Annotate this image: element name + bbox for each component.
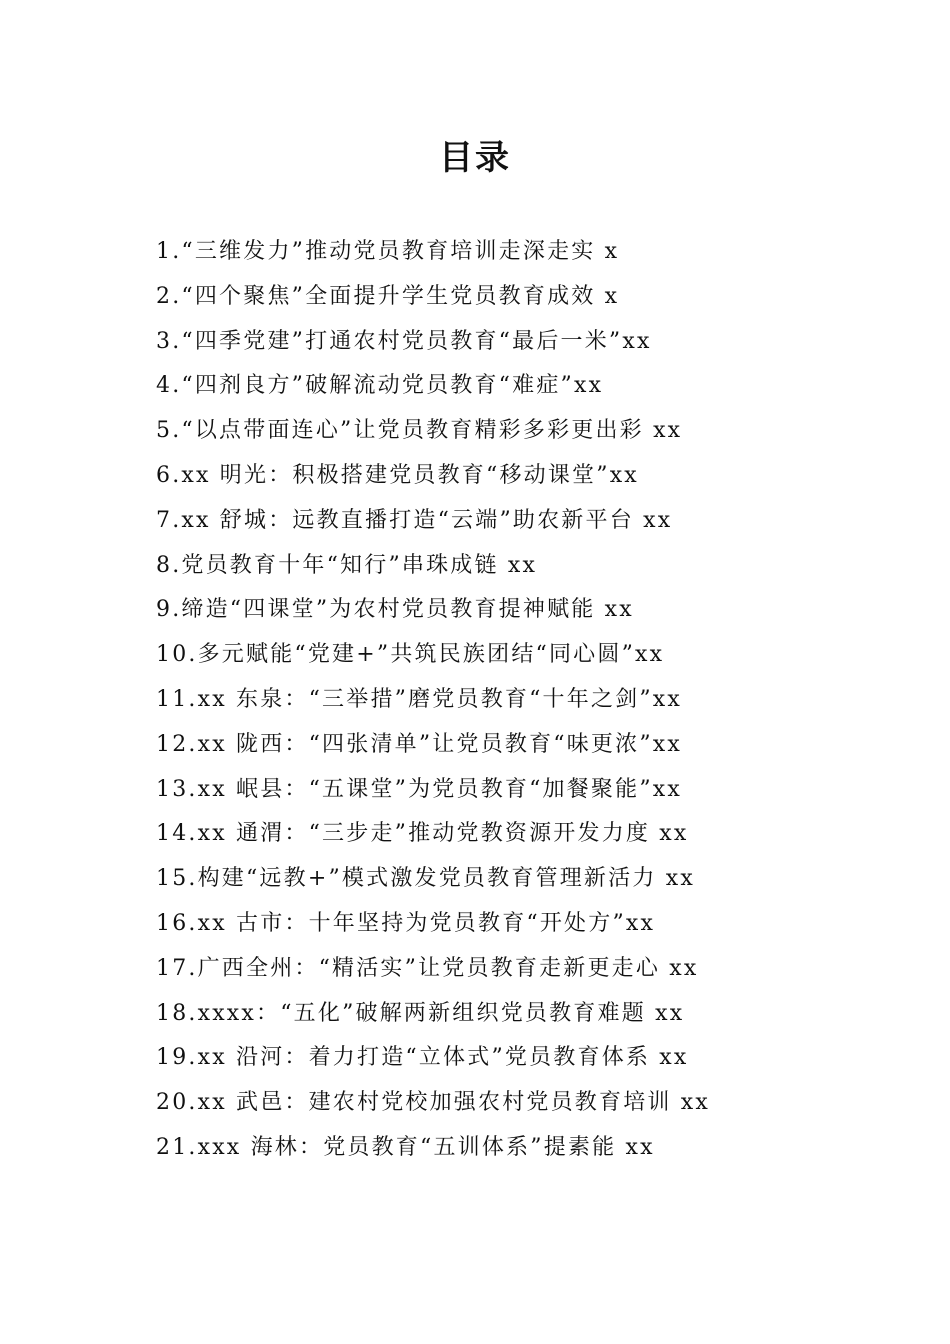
toc-item-1: 1.“三维发力”推动党员教育培训走深走实 x [156, 239, 620, 264]
toc-item-14: 14.xx 通渭：“三步走”推动党教资源开发力度 xx [156, 821, 689, 847]
toc-item-9: 9.缔造“四课堂”为农村党员教育提神赋能 xx [156, 597, 634, 623]
toc-item-3: 3.“四季党建”打通农村党员教育“最后一米”xx [156, 328, 652, 354]
toc-item-8: 8.党员教育十年“知行”串珠成链 xx [156, 552, 538, 578]
toc-item-11: 11.xx 东泉：“三举措”磨党员教育“十年之剑”xx [156, 686, 682, 712]
toc-item-5: 5.“以点带面连心”让党员教育精彩多彩更出彩 xx [156, 418, 683, 444]
page-title: 目录 [439, 138, 511, 178]
toc-item-15: 15.构建“远教+”模式激发党员教育管理新活力 xx [156, 866, 695, 892]
toc-item-19: 19.xx 沿河：着力打造“立体式”党员教育体系 xx [156, 1045, 689, 1071]
table-of-contents [156, 230, 916, 1171]
toc-item-20: 20.xx 武邑：建农村党校加强农村党员教育培训 xx [156, 1090, 711, 1116]
toc-item-18: 18.xxxx：“五化”破解两新组织党员教育难题 xx [156, 1000, 685, 1026]
toc-item-21: 21.xxx 海林：党员教育“五训体系”提素能 xx [156, 1134, 655, 1160]
toc-item-4: 4.“四剂良方”破解流动党员教育“难症”xx [156, 373, 604, 399]
toc-item-13: 13.xx 岷县：“五课堂”为党员教育“加餐聚能”xx [156, 776, 682, 802]
toc-item-16: 16.xx 古市：十年坚持为党员教育“开处方”xx [156, 910, 656, 936]
toc-item-2: 2.“四个聚焦”全面提升学生党员教育成效 x [156, 283, 620, 309]
toc-item-10: 10.多元赋能“党建+”共筑民族团结“同心圆”xx [156, 642, 665, 668]
toc-item-12: 12.xx 陇西：“四张清单”让党员教育“味更浓”xx [156, 731, 682, 757]
toc-item-7: 7.xx 舒城：远教直播打造“云端”助农新平台 xx [156, 507, 673, 533]
toc-item-6: 6.xx 明光：积极搭建党员教育“移动课堂”xx [156, 462, 639, 488]
toc-item-17: 17.广西全州：“精活实”让党员教育走新更走心 xx [156, 955, 699, 981]
